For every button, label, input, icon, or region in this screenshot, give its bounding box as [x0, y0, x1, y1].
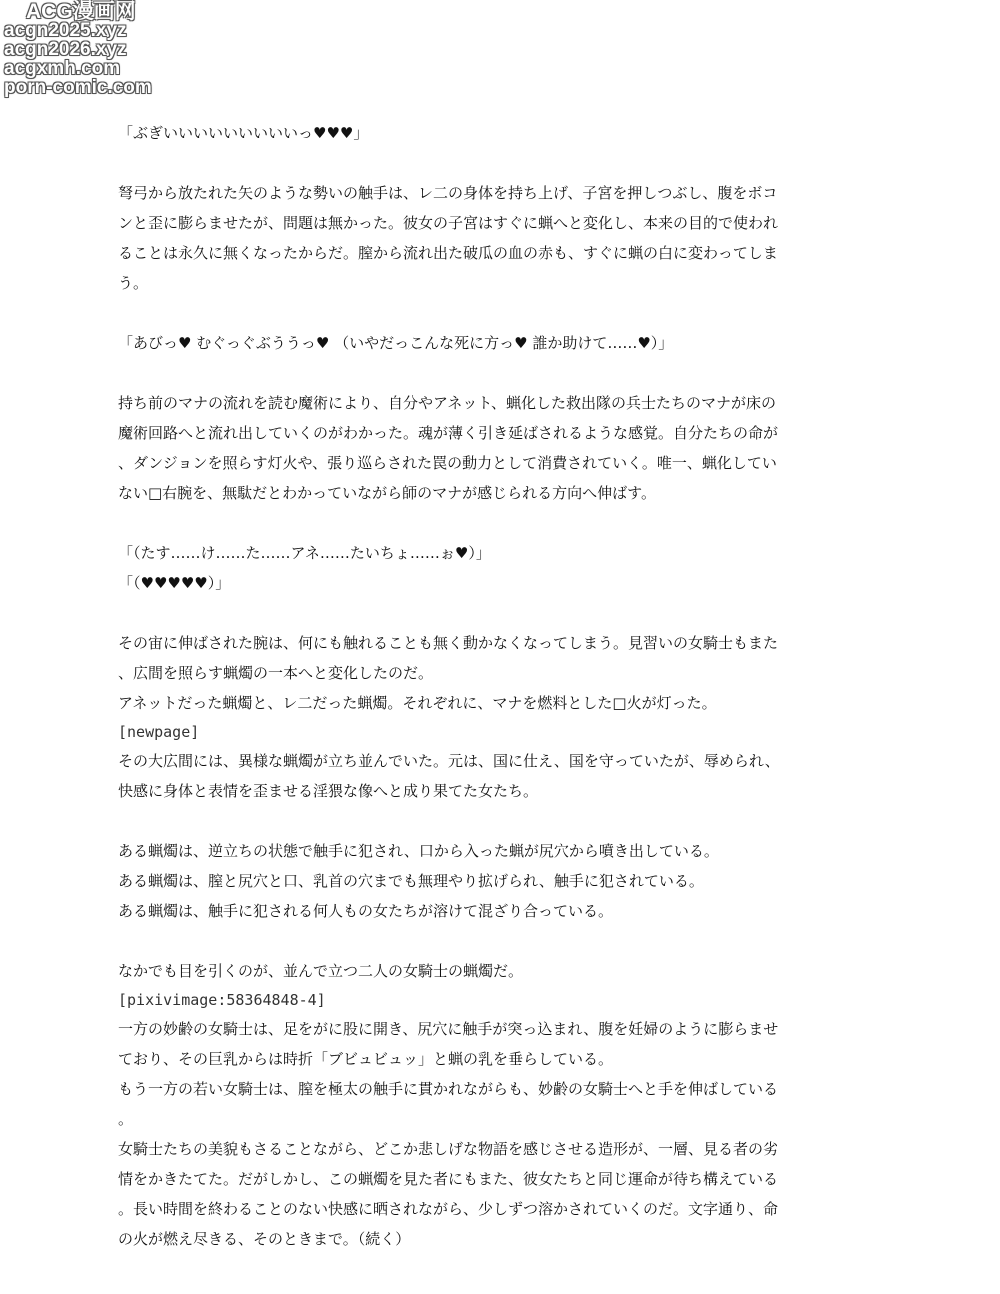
paragraph-gap: [118, 298, 878, 328]
text-line: ることは永久に無くなったからだ。膣から流れ出た破瓜の血の赤も、すぐに蝋の白に変わってしま: [118, 244, 778, 262]
text-line: なかでも目を引くのが、並んで立つ二人の女騎士の蝋燭だ。: [118, 962, 524, 980]
watermark-line: acgxmh.com: [4, 58, 121, 79]
document-body: [118, 118, 878, 1254]
text-line: 、広間を照らす蝋燭の一本へと変化したのだ。: [118, 664, 434, 682]
paragraph-gap: [118, 926, 878, 956]
paragraph-gap: [118, 806, 878, 836]
text-line: ある蝋燭は、膣と尻穴と口、乳首の穴までも無理やり拡げられ、触手に犯されている。: [118, 872, 704, 890]
text-line: ンと歪に膨らませたが、問題は無かった。彼女の子宮はすぐに蝋へと変化し、本来の目的で使われ: [118, 214, 779, 232]
text-line: 一方の妙齢の女騎士は、足をがに股に開き、尻穴に触手が突っ込まれ、腹を妊婦のように膨らませ: [118, 1020, 779, 1038]
newpage-tag: [newpage]: [118, 723, 200, 741]
paragraph-gap: [118, 508, 878, 538]
text-line: 「（たす……け……た……アネ……たいちょ……ぉ♥）」: [118, 544, 491, 562]
text-line: ており、その巨乳からは時折「ブビュビュッ」と蝋の乳を垂らしている。: [118, 1050, 614, 1068]
paragraph-gap: [118, 148, 878, 178]
text-line: 、ダンジョンを照らす灯火や、張り巡らされた罠の動力として消費されていく。唯一、蝋化してい: [118, 454, 777, 472]
text-line: ない□右腕を、無駄だとわかっていながら師のマナが感じられる方向へ伸ばす。: [118, 484, 656, 502]
text-line: 魔術回路へと流れ出していくのがわかった。魂が薄く引き延ばされるような感覚。自分たちの命が: [118, 424, 779, 442]
paragraph-gap: [118, 358, 878, 388]
paragraph-gap: [118, 598, 878, 628]
watermark-line: acgn2026.xyz: [4, 39, 127, 60]
text-line: 情をかきたてた。だがしかし、この蝋燭を見た者にもまた、彼女たちと同じ運命が待ち構えている: [118, 1170, 779, 1188]
text-line: 「（♥♥♥♥♥）」: [118, 574, 231, 592]
watermark-title: ACG漫画网: [26, 0, 136, 23]
text-line: 。: [118, 1110, 134, 1128]
watermark-line: acgn2025.xyz: [4, 20, 127, 41]
text-line: 「ぶぎいいいいいいいいいっ♥♥♥」: [118, 124, 369, 142]
text-line: その宙に伸ばされた腕は、何にも触れることも無く動かなくなってしまう。見習いの女騎士もまた: [118, 634, 779, 652]
text-line: アネットだった蝋燭と、レ二だった蝋燭。それぞれに、マナを燃料とした□火が灯った。: [118, 694, 717, 712]
text-line: ある蝋燭は、触手に犯される何人もの女たちが溶けて混ざり合っている。: [118, 902, 614, 920]
text-line: 弩弓から放たれた矢のような勢いの触手は、レ二の身体を持ち上げ、子宮を押しつぶし、腹をボコ: [118, 184, 778, 202]
watermark-line: porn-comic.com: [4, 77, 152, 98]
text-line: ある蝋燭は、逆立ちの状態で触手に犯され、口から入った蝋が尻穴から噴き出している。: [118, 842, 719, 860]
text-line: 「あびっ♥ むぐっぐぶううっ♥ （いやだっこんな死に方っ♥ 誰か助けて……♥）」: [118, 334, 674, 352]
text-line: 持ち前のマナの流れを読む魔術により、自分やアネット、蝋化した救出隊の兵士たちのマナが床の: [118, 394, 777, 412]
text-line: 。長い時間を終わることのない快感に晒されながら、少しずつ溶かされていくのだ。文字通り、命: [118, 1200, 779, 1218]
text-line: 快感に身体と表情を歪ませる淫猥な像へと成り果てた女たち。: [118, 782, 539, 800]
text-line: の火が燃え尽きる、そのときまで。（続く）: [118, 1230, 411, 1248]
text-line: その大広間には、異様な蝋燭が立ち並んでいた。元は、国に仕え、国を守っていたが、辱められ、: [118, 752, 780, 770]
text-line: う。: [118, 274, 149, 292]
pixivimage-tag: [pixivimage:58364848-4]: [118, 991, 326, 1009]
text-line: 女騎士たちの美貌もさることながら、どこか悲しげな物語を感じさせる造形が、一層、見る者の劣: [118, 1140, 779, 1158]
text-line: もう一方の若い女騎士は、膣を極太の触手に貫かれながらも、妙齢の女騎士へと手を伸ばしている: [118, 1080, 779, 1098]
watermark: [4, 2, 152, 97]
